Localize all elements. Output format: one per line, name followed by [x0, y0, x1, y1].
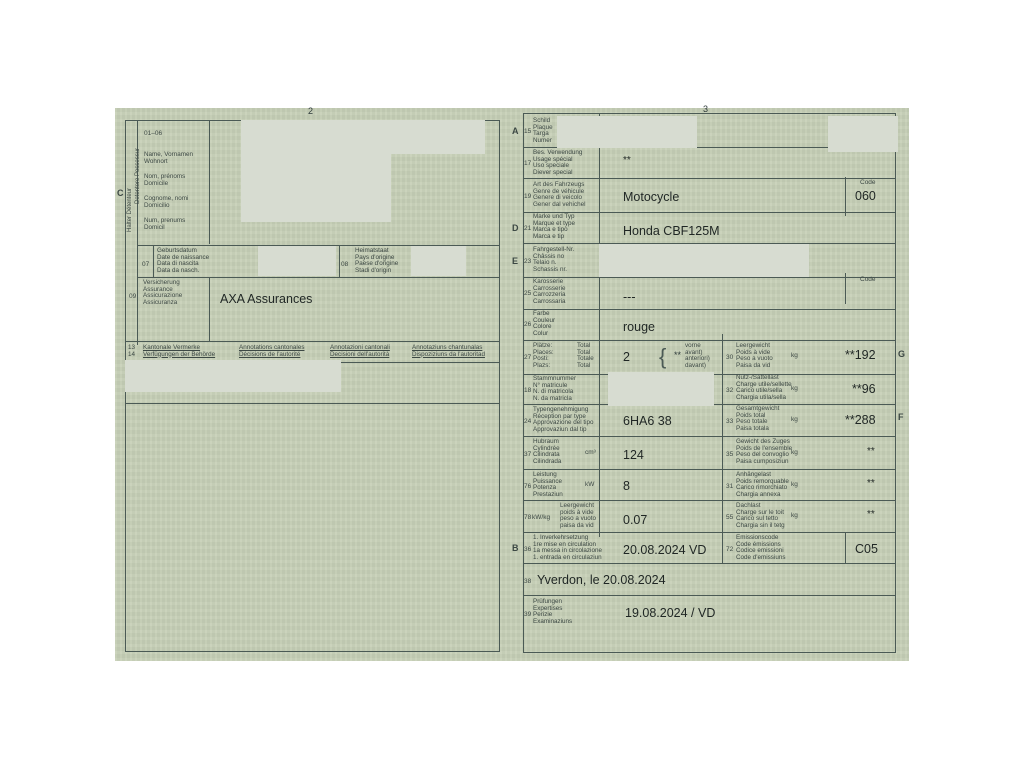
field-78-labels: Leergewicht poids à vide peso a vuoto paisa da vid — [560, 502, 597, 529]
field-55-labels: Dachlast Charge sur le toit Carico sul tetto Chargia sin il tetg — [736, 502, 785, 529]
side-letter-c: C — [117, 188, 124, 198]
registration-document: 2 3 C 01–06 Halter Détenteur Detentore Possessur Name, Vornamen Wohnort Nom, prénoms Domicile Cognome, nomi Domicilio Num, prenums Domicil 07 Geburtsdatum Date de naissance Data di nascita Data da nasch. 08 Heimatstaat Pays d'origine Paese d'origine Stadi d'origin 09 Versicherung Assurance Assicurazione Assicuranza AXA Assurances 13 14 Kantonale Vermerke Verfügungen der Behörde Annotations cantonales Décisions de l'autorité Annotazioni cantonali Decisioni dell'autorità Annotaziuns chantunalas Dispoziziuns da l'autoritad A D E B G F 15 Schild Plaque Targa Numer 17 Bes. Verwendung Usage spécial Uso speciale Diever special ** 19 Art des Fahrzeugs Genre de véhicule Genere di veicolo Gener dal vehichel Motocycle Code 060 21 Marke und Typ Marque et type Marca e tipo Marca e tip Honda CBF125M 23 Fahrgestell-Nr. Châssis no Telaio n. Schassis nr. 25 Karosserie Carrosserie Carrozzeria Carrossaria --- Code 26 Farbe Couleur Colore Colur rouge 27 Plätze: Places: Posti: Plazs: Total Total Totale Total 2 { ** vorne avant) anteriori) davant) 18 Stammnummer N° matricule N. di matricola N. da matricla 24 Typengenehmigung Réception par type Approvazione del tipo Approvaziun dal tip 6HA6 38 37 Hubraum Cylindrée Cilindrata Cilindrada cm³ 124 76 Leistung Puissance Potenza Prestaziun kW 8 78 kW/kg Leergewicht poids à vide peso a vuoto paisa da vid 0.07 36 1. Inverkehrsetzung 1re mise en circulation 1a messa in circolazione 1. entrada en circulaziun 20.08.2024 VD 38 Yverdon, le 20.08.2024 39 Prüfungen Expertises Perizie Examinaziuns 19.08.2024 / VD 30 Leergewicht Poids à vide Peso a vuoto Paisa da vid kg **192 32 Nutz-/Sattellast Charge utile/sellette Carico utile/sella Chargia utila/sella kg **96 33 Gesamtgewicht Poids total Peso totale Paisa totala kg **288 35 Gewicht des Zuges Poids de l'ensemble Peso del convoglio Paisa cumposiziun kg ** 31 Anhängelast Poids remorquable Carico rimorchiato Chargia annexa kg ** 55 Dachlast Charge sur le toit Carico sul tetto Chargia sin il tetg kg ** 72 Emissionscode Code émissions Codice emissioni Code d'emissiuns C05 — [115, 108, 909, 661]
field-78-num: 78 — [524, 514, 532, 521]
field-35-num: 35 — [726, 451, 734, 458]
field-78-label-left: kW/kg — [532, 514, 551, 521]
field-55-unit: kg — [791, 512, 798, 519]
field-76-value: 8 — [623, 479, 630, 493]
field-18-labels: Stammnummer N° matricule N. di matricola N. da matricla — [533, 375, 577, 402]
annotation-num-13: 13 — [128, 344, 136, 351]
field-36-labels: 1. Inverkehrsetzung 1re mise en circulation 1a messa in circolazione 1. entrada en circulaziun — [533, 534, 602, 561]
field-17-labels: Bes. Verwendung Usage spécial Uso speciale Diever special — [533, 149, 583, 176]
field-38-value: Yverdon, le 20.08.2024 — [537, 573, 666, 587]
side-letter-e: E — [512, 256, 519, 266]
side-letter-f: F — [898, 412, 904, 422]
birth-labels: Geburtsdatum Date de naissance Data di nascita Data da nasch. — [157, 247, 210, 274]
field-27-totals: Total Total Totale Total — [577, 342, 594, 369]
field-35-unit: kg — [791, 449, 798, 456]
field-37-unit: cm³ — [585, 449, 596, 456]
side-letter-g: G — [898, 349, 906, 359]
annotation-num-14: 14 — [128, 351, 136, 358]
annotation-col-fr: Annotations cantonales Décisions de l'autorité — [239, 344, 305, 358]
field-35-value: ** — [867, 446, 875, 457]
field-72-labels: Emissionscode Code émissions Codice emissioni Code d'emissiuns — [736, 534, 786, 561]
field-25-value: --- — [623, 290, 636, 304]
holder-cognome-labels: Cognome, nomi Domicilio — [144, 195, 189, 209]
field-76-num: 76 — [524, 483, 532, 490]
field-55-num: 55 — [726, 514, 734, 521]
field-55-value: ** — [867, 509, 875, 520]
field-21-labels: Marke und Typ Marque et type Marca e tipo Marca e tip — [533, 213, 576, 240]
annotation-col-rm: Annotaziuns chantunalas Dispoziziuns da l'autoritad — [412, 344, 485, 358]
holder-name-labels: Name, Vornamen Wohnort — [144, 151, 194, 165]
field-35-labels: Gewicht des Zuges Poids de l'ensemble Peso del convoglio Paisa cumposiziun — [736, 438, 793, 465]
field-17-num: 17 — [524, 160, 532, 167]
field-27-num: 27 — [524, 354, 532, 361]
field-27-labels: Plätze: Places: Posti: Plazs: — [533, 342, 554, 369]
annotation-col-de: Kantonale Vermerke Verfügungen der Behörde — [143, 344, 216, 358]
field-24-value: 6HA6 38 — [623, 414, 672, 428]
field-26-value: rouge — [623, 320, 655, 334]
field-33-labels: Gesamtgewicht Poids total Peso totale Paisa totala — [736, 405, 780, 432]
field-30-num: 30 — [726, 354, 734, 361]
field-21-num: 21 — [524, 225, 532, 232]
field-37-value: 124 — [623, 448, 644, 462]
field-25-code-label: Code — [860, 276, 876, 283]
field-39-value: 19.08.2024 / VD — [625, 606, 716, 620]
redacted-plate-right — [828, 116, 898, 152]
field-33-unit: kg — [791, 416, 798, 423]
origin-labels: Heimatstaat Pays d'origine Paese d'origine Stadi d'origin — [355, 247, 399, 274]
redacted-registration-number — [608, 372, 714, 406]
field-31-value: ** — [867, 478, 875, 489]
insurance-value: AXA Assurances — [220, 292, 313, 306]
field-39-labels: Prüfungen Expertises Perizie Examinaziuns — [533, 598, 573, 625]
field-15-num: 15 — [524, 128, 532, 135]
field-37-num: 37 — [524, 451, 532, 458]
field-21-value: Honda CBF125M — [623, 224, 720, 238]
insurance-num: 09 — [129, 293, 137, 300]
holder-num-labels: Num, prenums Domicil — [144, 217, 186, 231]
field-26-labels: Farbe Couleur Colore Colur — [533, 310, 556, 337]
field-23-labels: Fahrgestell-Nr. Châssis no Telaio n. Schassis nr. — [533, 246, 575, 273]
field-31-labels: Anhängelast Poids remorquable Carico rimorchiato Chargia annexa — [736, 471, 789, 498]
holder-vertical-label: Halter Détenteur — [127, 187, 133, 232]
field-15-labels: Schild Plaque Targa Numer — [533, 117, 553, 144]
field-37-labels: Hubraum Cylindrée Cilindrata Cilindrada — [533, 438, 562, 465]
field-27-value: 2 — [623, 350, 630, 364]
annotation-col-it: Annotazioni cantonali Decisioni dell'autorità — [330, 344, 390, 358]
field-36-num: 36 — [524, 546, 532, 553]
field-30-unit: kg — [791, 352, 798, 359]
field-30-labels: Leergewicht Poids à vide Peso a vuoto Paisa da vid — [736, 342, 773, 369]
holder-vertical-label-2: Detentore Possessur — [135, 147, 141, 204]
field-27-front-labels: vorne avant) anteriori) davant) — [685, 342, 710, 369]
field-23-num: 23 — [524, 258, 532, 265]
origin-num: 08 — [341, 261, 349, 268]
field-31-num: 31 — [726, 483, 734, 490]
field-33-num: 33 — [726, 418, 734, 425]
redacted-annotation — [125, 360, 341, 392]
field-33-value: **288 — [845, 413, 876, 427]
field-36-value: 20.08.2024 VD — [623, 543, 707, 557]
redacted-holder-top — [241, 120, 485, 154]
field-32-value: **96 — [852, 382, 876, 396]
field-18-num: 18 — [524, 387, 532, 394]
field-26-num: 26 — [524, 321, 532, 328]
field-25-num: 25 — [524, 290, 532, 297]
field-27-front-stars: ** — [674, 350, 682, 360]
right-page-number: 3 — [703, 104, 709, 114]
field-24-num: 24 — [524, 418, 532, 425]
redacted-chassis — [599, 244, 809, 277]
field-30-value: **192 — [845, 348, 876, 362]
field-19-num: 19 — [524, 193, 532, 200]
field-25-labels: Karosserie Carrosserie Carrozzeria Carrossaria — [533, 278, 566, 305]
field-72-num: 72 — [726, 546, 734, 553]
field-24-labels: Typengenehmigung Réception par type Approvazione del tipo Approvaziun dal tip — [533, 406, 594, 433]
left-page-number: 2 — [308, 106, 314, 116]
field-19-code-label: Code — [860, 179, 876, 186]
redacted-birthdate — [258, 246, 336, 276]
field-76-unit: kW — [585, 481, 595, 488]
field-32-unit: kg — [791, 385, 798, 392]
field-32-labels: Nutz-/Sattellast Charge utile/sellette Carico utile/sella Chargia utila/sella — [736, 374, 792, 401]
side-letter-b: B — [512, 543, 519, 553]
holder-nom-labels: Nom, prénoms Domicile — [144, 173, 186, 187]
field-76-labels: Leistung Puissance Potenza Prestaziun — [533, 471, 563, 498]
redacted-plate — [557, 116, 697, 148]
field-19-value: Motocycle — [623, 190, 680, 204]
field-19-code-value: 060 — [855, 189, 876, 203]
field-38-num: 38 — [524, 578, 532, 585]
holder-code: 01–06 — [144, 130, 163, 137]
field-17-value: ** — [623, 155, 631, 166]
redacted-holder-address — [241, 154, 391, 222]
field-31-unit: kg — [791, 481, 798, 488]
field-39-num: 39 — [524, 611, 532, 618]
field-32-num: 32 — [726, 387, 734, 394]
field-72-value: C05 — [855, 542, 878, 556]
insurance-labels: Versicherung Assurance Assicurazione Assicuranza — [143, 279, 183, 306]
birth-num: 07 — [142, 261, 150, 268]
redacted-origin — [411, 246, 466, 276]
field-19-labels: Art des Fahrzeugs Genre de véhicule Genere di veicolo Gener dal vehichel — [533, 181, 586, 208]
side-letter-d: D — [512, 223, 519, 233]
side-letter-a: A — [512, 126, 519, 136]
field-78-value: 0.07 — [623, 513, 648, 527]
